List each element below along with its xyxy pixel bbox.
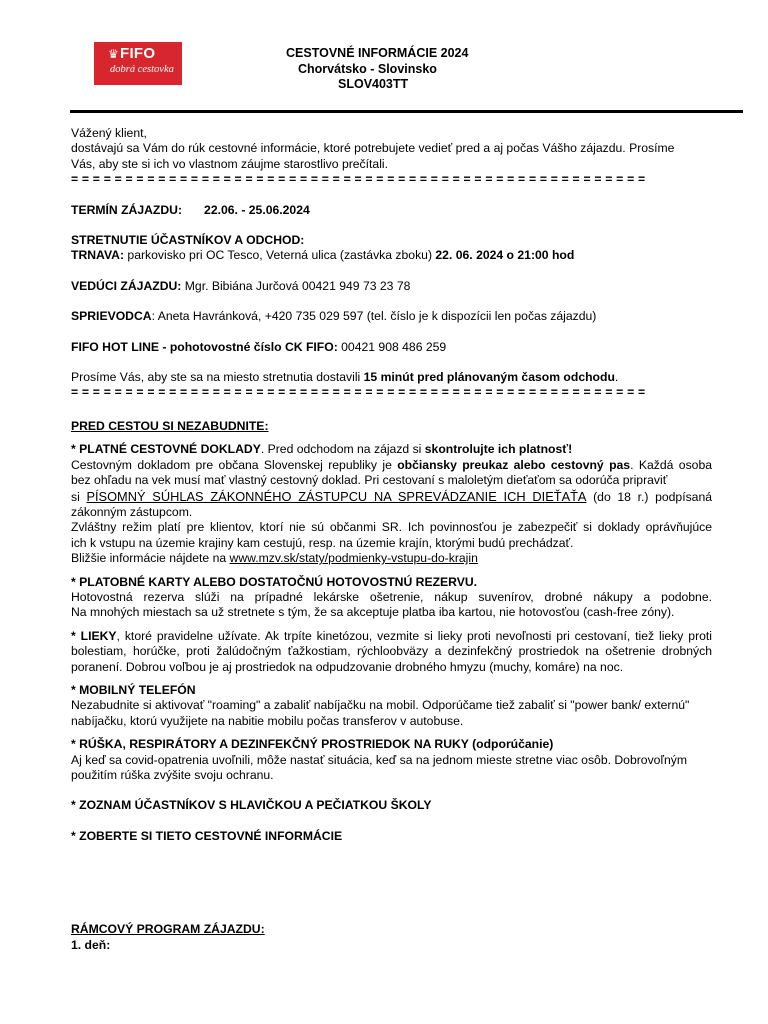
phone-line: nabíjačku, ktorú využijete na nabitie mobilu počas transferov v autobuse. [71, 713, 464, 728]
documents-line: ich k vstupu na územie krajiny kam cestujú, resp. na územie krajín, ktorými budú prechádzať. [71, 535, 574, 550]
leader-value: Mgr. Bibiána Jurčová 00421 949 73 23 78 [181, 278, 411, 293]
document-code: SLOV403TT [338, 77, 409, 91]
medicine-title: * LIEKY [71, 628, 117, 643]
meeting-row [71, 248, 712, 263]
arrival-time-note: 15 minút pred plánovaným časom odchodu [363, 370, 615, 385]
separator-line: = = = = = = = = = = = = = = = = = = = = = = = = = = = = = = = = = = = = = = = = = = = = = = = = = = = = = [71, 172, 646, 187]
participants-list-item: * ZOZNAM ÚČASTNÍKOV S HLAVIČKOU A PEČIATKOU ŠKOLY [71, 798, 432, 813]
take-info-item: * ZOBERTE SI TIETO CESTOVNÉ INFORMÁCIE [71, 828, 343, 843]
document-route: Chorvátsko - Slovinsko [298, 61, 437, 76]
documents-line: bez ohľadu na vek musí mať vlastný cestovný doklad. Pri cestovaní s maloletým dieťaťom sa odorúča pripraviť [71, 473, 668, 488]
fifo-logo [94, 42, 182, 85]
mzv-link[interactable]: www.mzv.sk/staty/podmienky-vstupu-do-krajin [229, 551, 478, 566]
header-rule [70, 110, 743, 113]
term-row [71, 203, 712, 218]
masks-line: Aj keď sa covid-opatrenia uvoľnili, môže nastať situácia, keď sa na jednom mieste stretne viac osôb. Dobrovoľným [71, 752, 688, 767]
documents-line: zákonným zástupcom. [71, 504, 193, 519]
documents-title-row: * PLATNÉ CESTOVNÉ DOKLADY. Pred odchodom na zájazd si skontrolujte ich platnosť! [71, 442, 573, 457]
intro-line-1: dostávajú sa Vám do rúk cestovné informácie, ktoré potrebujete vedieť pred a aj počas Vášho zájazdu. Prosíme [71, 141, 675, 156]
document-body [71, 126, 712, 953]
leader-row [71, 279, 712, 294]
crown-icon: ♛ [108, 47, 119, 61]
guide-row [71, 309, 712, 324]
intro-line-2: Vás, aby ste si ich vo vlastnom záujme starostlivo prečítali. [71, 156, 388, 171]
logo-tagline: dobrá cestovka [110, 64, 174, 75]
leader-label: VEDÚCI ZÁJAZDU: [71, 278, 182, 293]
masks-title: * RÚŠKA, RESPIRÁTORY A DEZINFEKČNÝ PROSTRIEDOK NA RUKY (odporúčanie) [71, 737, 554, 752]
documents-title: * PLATNÉ CESTOVNÉ DOKLADY [71, 442, 261, 457]
separator-line: = = = = = = = = = = = = = = = = = = = = = = = = = = = = = = = = = = = = = = = = = = = = = = = = = = = = = [71, 385, 646, 400]
program-day-1: 1. deň: [71, 937, 111, 952]
cards-line: Na mnohých miestach sa už stretnete s tým, že sa akceptuje platba iba kartou, nie hotovosťou (cash-free zóny). [71, 605, 675, 620]
logo-name: FIFO [120, 45, 156, 62]
term-value: 22.06. - 25.06.2024 [204, 202, 310, 217]
parental-consent: PÍSOMNÝ SÚHLAS ZÁKONNÉHO ZÁSTUPCU NA SPREVÁDZANIE ICH DIEŤAŤA [86, 488, 587, 504]
hotline-row [71, 340, 712, 355]
documents-link-row: Bližšie informácie nájdete na www.mzv.sk/staty/podmienky-vstupu-do-krajin [71, 551, 478, 566]
meeting-city: TRNAVA: [71, 248, 125, 263]
phone-title: * MOBILNÝ TELEFÓN [71, 682, 196, 697]
masks-line: použitím rúška zvýšite svoju ochranu. [71, 768, 274, 782]
phone-line: Nezabudnite si aktivovať "roaming" a zabaliť nabíjačku na mobil. Odporúčame tiež zabaliť si "power bank/ externú" [71, 698, 690, 713]
cards-title: * PLATOBNÉ KARTY ALEBO DOSTATOČNÚ HOTOVOSTNÚ REZERVU. [71, 574, 478, 589]
greeting: Vážený klient, [71, 126, 147, 140]
meeting-heading: STRETNUTIE ÚČASTNÍKOV A ODCHOD: [71, 233, 305, 248]
arrival-note: Prosíme Vás, aby ste sa na miesto stretnutia dostavili 15 minút pred plánovaným časom odchodu. [71, 370, 619, 385]
term-label: TERMÍN ZÁJAZDU: [71, 202, 183, 217]
checklist-heading: PRED CESTOU SI NEZABUDNITE: [71, 418, 269, 433]
medicine-line: bolestiam, horúčke, proti žalúdočným ťažkostiam, rýchloobväzy a dezinfekčný prostriedok na ošetrenie drobných [71, 644, 712, 659]
documents-line: Zvláštny režim platí pre klientov, ktorí nie sú občanmi SR. Ich povinnosťou je zabezpečiť si doklady oprávňujúce [71, 520, 712, 535]
document-header [286, 46, 486, 93]
guide-label: SPRIEVODCA [71, 309, 152, 324]
medicine-line: poranení. Dobrou voľbou je aj prostriedok na odpudzovanie drobného hmyzu (muchy, komáre) na noc. [71, 659, 624, 674]
meeting-place: parkovisko pri OC Tesco, Veterná ulica (zastávka zboku) [124, 248, 436, 263]
cards-line: Hotovostná rezerva slúži na prípadné lekárske ošetrenie, nákup suvenírov, drobné nákupy a podobne. [71, 589, 712, 604]
program-heading: RÁMCOVÝ PROGRAM ZÁJAZDU: [71, 922, 265, 937]
guide-value: : Aneta Havránková, +420 735 029 597 (tel. číslo je k dispozícii len počas zájazdu) [151, 309, 597, 324]
documents-line: Cestovným dokladom pre občana Slovenskej republiky je občiansky preukaz alebo cestovný pas. Každá osoba [71, 457, 712, 472]
hotline-number: 00421 908 486 259 [337, 339, 447, 354]
hotline-label: FIFO HOT LINE - pohotovostné číslo CK FIFO: [71, 339, 338, 354]
document-title: CESTOVNÉ INFORMÁCIE 2024 [286, 46, 469, 60]
documents-consent-line: si PÍSOMNÝ SÚHLAS ZÁKONNÉHO ZÁSTUPCU NA SPREVÁDZANIE ICH DIEŤAŤA (do 18 r.) podpísaná [71, 488, 713, 504]
meeting-datetime: 22. 06. 2024 o 21:00 hod [435, 248, 575, 263]
medicine-row: * LIEKY, ktoré pravidelne užívate. Ak trpíte kinetózou, vezmite si lieky proti nevoľnosti pri cestovaní, tiež lieky proti [71, 628, 712, 643]
